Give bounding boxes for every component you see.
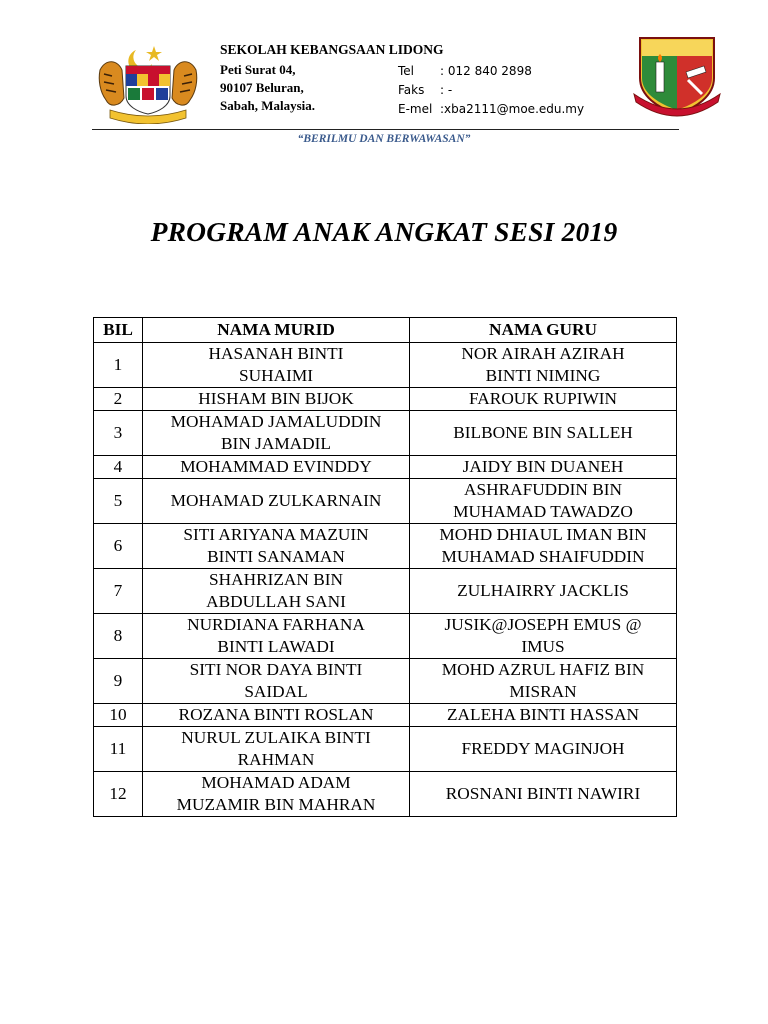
cell-nama-guru-line: FAROUK RUPIWIN	[468, 389, 617, 408]
cell-nama-guru	[410, 704, 677, 727]
cell-nama-murid	[143, 411, 410, 456]
table-row	[94, 343, 677, 388]
cell-nama-murid-line: HISHAM BIN BIJOK	[198, 389, 354, 408]
cell-nama-murid-line: SAIDAL	[244, 682, 308, 701]
cell-nama-murid-line: MOHAMAD JAMALUDDIN	[170, 412, 382, 431]
cell-nama-murid	[143, 343, 410, 388]
cell-bil: 9	[94, 659, 143, 704]
email-value: :xba2111@moe.edu.my	[440, 102, 585, 116]
header-nama-guru: NAMA GURU	[410, 318, 677, 343]
adoption-table	[93, 317, 677, 817]
cell-nama-guru-line: BILBONE BIN SALLEH	[453, 423, 633, 442]
cell-bil: 11	[94, 727, 143, 772]
cell-nama-guru-line: BINTI NIMING	[485, 366, 601, 385]
header-nama-murid: NAMA MURID	[143, 318, 410, 343]
cell-nama-murid-line: MOHAMMAD EVINDDY	[180, 457, 372, 476]
cell-nama-guru	[410, 772, 677, 817]
cell-nama-guru-line: ZULHAIRRY JACKLIS	[457, 581, 629, 600]
cell-nama-guru-line: MISRAN	[509, 682, 577, 701]
cell-nama-murid	[143, 569, 410, 614]
cell-nama-guru-line: FREDDY MAGINJOH	[461, 739, 625, 758]
address-line-2: 90107 Beluran,	[220, 80, 304, 95]
table-row	[94, 569, 677, 614]
cell-bil: 2	[94, 388, 143, 411]
cell-nama-murid-line: MUZAMIR BIN MAHRAN	[176, 795, 376, 814]
cell-nama-guru	[410, 411, 677, 456]
fax-label: Faks	[398, 83, 425, 97]
cell-nama-guru	[410, 524, 677, 569]
cell-nama-murid-line: SHAHRIZAN BIN	[209, 570, 343, 589]
cell-nama-guru-line: MUHAMAD TAWADZO	[453, 502, 633, 521]
cell-bil: 7	[94, 569, 143, 614]
cell-nama-guru	[410, 659, 677, 704]
table-row	[94, 772, 677, 817]
table-row	[94, 456, 677, 479]
cell-nama-murid-line: MOHAMAD ZULKARNAIN	[170, 491, 382, 510]
table-row	[94, 704, 677, 727]
cell-nama-murid-line: NURDIANA FARHANA	[187, 615, 365, 634]
address-line-3: Sabah, Malaysia.	[220, 98, 315, 113]
table-row	[94, 659, 677, 704]
cell-nama-guru	[410, 614, 677, 659]
tel-value: : 012 840 2898	[440, 64, 532, 78]
school-name: SEKOLAH KEBANGSAAN LIDONG	[220, 42, 444, 57]
school-badge-icon	[632, 32, 722, 118]
cell-bil: 4	[94, 456, 143, 479]
cell-nama-guru-line: MUHAMAD SHAIFUDDIN	[441, 547, 645, 566]
header-divider	[92, 129, 679, 130]
cell-nama-murid-line: SITI NOR DAYA BINTI	[189, 660, 363, 679]
school-motto: “BERILMU DAN BERWAWASAN”	[297, 133, 471, 145]
cell-bil: 12	[94, 772, 143, 817]
cell-nama-murid	[143, 524, 410, 569]
cell-nama-murid-line: SITI ARIYANA MAZUIN	[183, 525, 369, 544]
cell-nama-murid-line: BIN JAMADIL	[221, 434, 331, 453]
table-header-row	[94, 318, 677, 343]
cell-nama-guru	[410, 569, 677, 614]
cell-nama-murid-line: RAHMAN	[237, 750, 315, 769]
cell-nama-guru-line: ROSNANI BINTI NAWIRI	[445, 784, 641, 803]
malaysia-crest-icon	[92, 40, 204, 124]
cell-nama-murid	[143, 614, 410, 659]
cell-nama-guru-line: IMUS	[521, 637, 565, 656]
cell-nama-guru-line: ASHRAFUDDIN BIN	[464, 480, 622, 499]
cell-nama-murid-line: BINTI LAWADI	[217, 637, 335, 656]
cell-nama-murid	[143, 772, 410, 817]
cell-nama-guru-line: MOHD DHIAUL IMAN BIN	[439, 525, 647, 544]
cell-bil: 6	[94, 524, 143, 569]
cell-bil: 3	[94, 411, 143, 456]
fax-value: : -	[440, 83, 453, 97]
cell-nama-guru-line: NOR AIRAH AZIRAH	[461, 344, 625, 363]
address-line-1: Peti Surat 04,	[220, 62, 296, 77]
cell-nama-guru	[410, 388, 677, 411]
table-row	[94, 479, 677, 524]
cell-nama-guru	[410, 343, 677, 388]
cell-nama-murid-line: SUHAIMI	[239, 366, 313, 385]
cell-nama-guru	[410, 456, 677, 479]
cell-nama-murid-line: BINTI SANAMAN	[207, 547, 345, 566]
cell-nama-guru	[410, 479, 677, 524]
cell-nama-murid-line: ABDULLAH SANI	[206, 592, 346, 611]
cell-nama-murid	[143, 388, 410, 411]
table-row	[94, 388, 677, 411]
cell-bil: 8	[94, 614, 143, 659]
document-title: PROGRAM ANAK ANGKAT SESI 2019	[150, 216, 618, 247]
cell-nama-guru	[410, 727, 677, 772]
cell-nama-murid	[143, 659, 410, 704]
table-row	[94, 614, 677, 659]
cell-bil: 5	[94, 479, 143, 524]
cell-nama-murid-line: NURUL ZULAIKA BINTI	[181, 728, 371, 747]
cell-nama-murid	[143, 704, 410, 727]
header-bil: BIL	[94, 318, 143, 343]
cell-nama-guru-line: ZALEHA BINTI HASSAN	[446, 705, 639, 724]
cell-nama-guru-line: JAIDY BIN DUANEH	[462, 457, 624, 476]
table-row	[94, 411, 677, 456]
cell-nama-guru-line: JUSIK@JOSEPH EMUS @	[444, 615, 642, 634]
email-label: E-mel	[398, 102, 433, 116]
cell-nama-guru-line: MOHD AZRUL HAFIZ BIN	[441, 660, 645, 679]
table-row	[94, 727, 677, 772]
cell-bil: 1	[94, 343, 143, 388]
cell-nama-murid	[143, 727, 410, 772]
table-row	[94, 524, 677, 569]
cell-nama-murid-line: ROZANA BINTI ROSLAN	[178, 705, 374, 724]
cell-nama-murid-line: HASANAH BINTI	[208, 344, 344, 363]
cell-bil: 10	[94, 704, 143, 727]
cell-nama-murid	[143, 456, 410, 479]
cell-nama-murid-line: MOHAMAD ADAM	[201, 773, 351, 792]
tel-label: Tel	[398, 64, 415, 78]
cell-nama-murid	[143, 479, 410, 524]
